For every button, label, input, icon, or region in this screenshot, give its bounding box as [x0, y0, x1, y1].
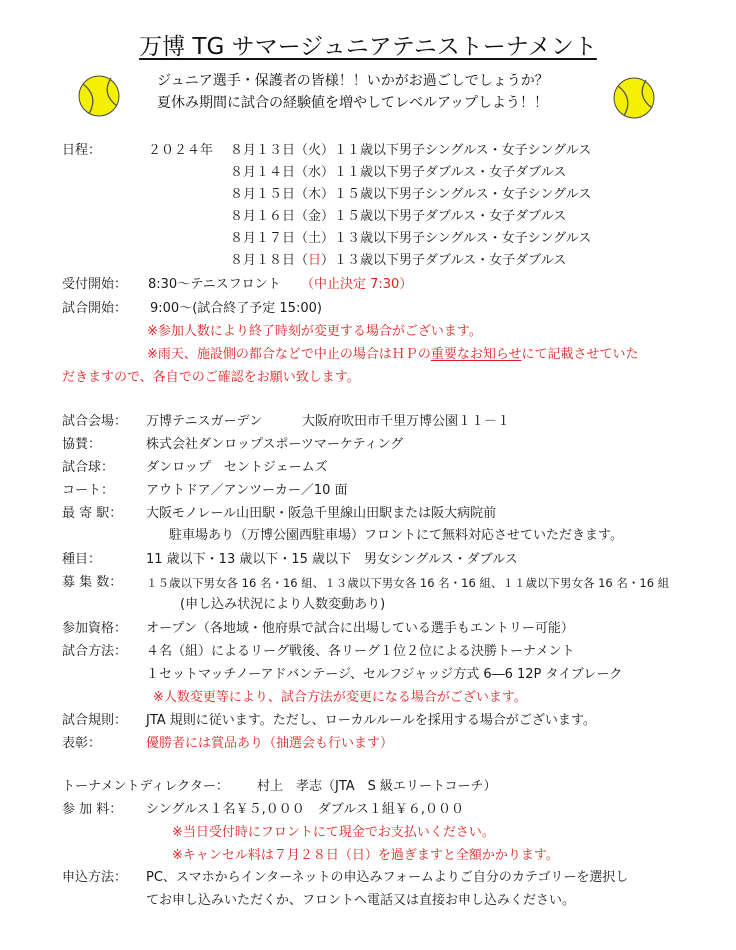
schedule-year: ２０２４年: [148, 143, 214, 158]
fee-note: ※キャンセル料は７月２８日（日）を過ぎますと全額かかります。: [172, 848, 559, 863]
tennis-ball-icon: [77, 74, 121, 118]
schedule-day: ８月１８日（日）１３歳以下男子ダブルス・女子ダブルス: [230, 253, 567, 268]
page-title: 万博 TG サマージュニアテニストーナメント: [139, 34, 597, 60]
schedule-day: ８月１３日（火）１１歳以下男子シングルス・女子シングルス: [230, 143, 592, 158]
fee-note: ※当日受付時にフロントにて現金でお支払いください。: [172, 825, 495, 840]
schedule-day: ８月１４日（水）１１歳以下男子ダブルス・女子ダブルス: [230, 165, 567, 180]
schedule-day: ８月１６日（金）１５歳以下男子ダブルス・女子ダブルス: [230, 209, 567, 224]
schedule-label: 日程：: [62, 143, 102, 158]
intro-text: ジュニア選手・保護者の皆様！！いかがお過ごしでしょうか？ 夏休み期間に試合の経験値を増やしてレベルアップしよう！！: [157, 73, 549, 111]
format-note: ※人数変更等により、試合方法が変更になる場合がございます。: [153, 690, 527, 705]
schedule-day: ８月１５日（木）１５歳以下男子シングルス・女子シングルス: [230, 187, 592, 202]
format-line2: １セットマッチノーアドバンテージ、セルフジャッジ方式 6―6 12P タイブレーク: [146, 667, 623, 682]
capacity-note: (申し込み状況により人数変動あり): [180, 597, 386, 612]
tennis-ball-icon: [612, 76, 656, 120]
important-notice-link[interactable]: 重要なお知らせ: [430, 347, 522, 362]
match-start-note: だきますので、各自でのご確認をお願い致します。: [62, 370, 360, 385]
match-start-note: ※雨天、施設側の都合などで中止の場合はＨＰの重要なお知らせにて記載させていた: [147, 347, 639, 362]
schedule-day: ８月１７日（土）１３歳以下男子シングルス・女子シングルス: [230, 231, 592, 246]
match-start-note: ※参加人数により終了時刻が変更する場合がございます。: [147, 324, 482, 339]
parking-note: 駐車場あり（万博公園西駐車場）フロントにて無料対応させていただきます。: [169, 528, 623, 543]
apply-line2: てお申し込みいただくか、フロントへ電話又は直接お申し込みください。: [146, 893, 576, 908]
